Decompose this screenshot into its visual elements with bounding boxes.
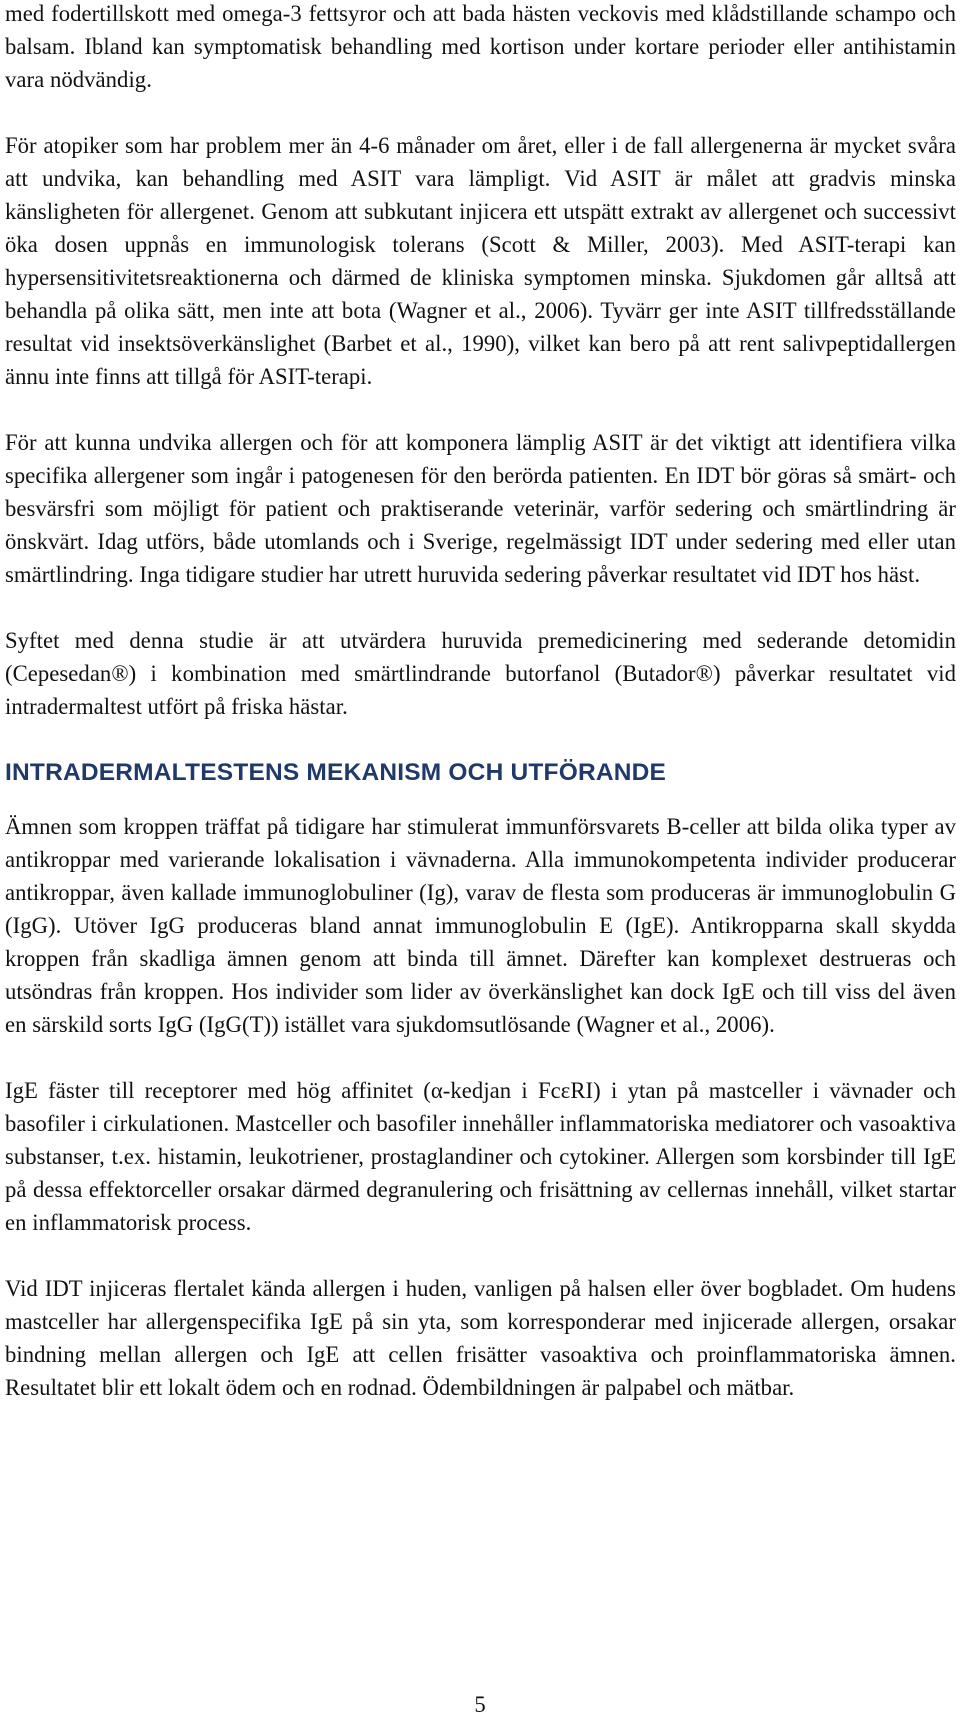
paragraph-ige-receptors: IgE fäster till receptorer med hög affinitet (α-kedjan i FcεRI) i ytan på mastceller i vävnader och basofiler i cirkulationen. Mastceller och basofiler innehåller inflammatoriska mediatorer och vasoaktiva substanser, t.ex. histamin, leukotriener, prostaglandiner och cytokiner. Allergen som korsbinder till IgE på dessa effektorceller orsakar därmed degranulering och frisättning av cellernas innehåll, vilket startar en inflammatorisk process. xyxy=(5,1078,956,1235)
paragraph-idt-sedation: För att kunna undvika allergen och för att komponera lämplig ASIT är det viktigt att identifiera vilka specifika allergener som ingår i patogenesen för den berörda patienten. En IDT bör göras så smärt- och besvärsfri som möjligt för patient och praktiserande veterinär, varför sedering och smärtlindring är önskvärt. Idag utförs, både utomlands och i Sverige, regelmässigt IDT under sedering med eller utan smärtlindring. Inga tidigare studier har utrett huruvida sedering påverkar resultatet vid IDT hos häst. xyxy=(5,430,956,587)
paragraph-idt-procedure: Vid IDT injiceras flertalet kända allergen i huden, vanligen på halsen eller över bogbladet. Om hudens mastceller har allergenspecifika IgE på sin yta, som korresponderar med injicerade allergen, orsakar bindning mellan allergen och IgE att cellen frisätter vasoaktiva och proinflammatoriska ämnen. Resultatet blir ett lokalt ödem och en rodnad. Ödembildningen är palpabel och mätbar. xyxy=(5,1276,956,1400)
paragraph-study-aim: Syftet med denna studie är att utvärdera huruvida premedicinering med sederande detomidin (Cepesedan®) i kombination med smärtlindrande butorfanol (Butador®) påverkar resultatet vid intradermaltest utfört på friska hästar. xyxy=(5,628,956,719)
paragraph-antibodies: Ämnen som kroppen träffat på tidigare har stimulerat immunförsvarets B-celler att bilda olika typer av antikroppar med varierande lokalisation i vävnaderna. Alla immunokompetenta individer producerar antikroppar, även kallade immunoglobuliner (Ig), varav de flesta som produceras är immunoglobulin G (IgG). Utöver IgG produceras bland annat immunoglobulin E (IgE). Antikropparna skall skydda kroppen från skadliga ämnen genom att binda till ämnet. Därefter kan komplexet destrueras och utsöndras från kroppen. Hos individer som lider av överkänslighet kan dock IgE och till viss del även en särskild sorts IgG (IgG(T)) istället vara sjukdomsutlösande (Wagner et al., 2006). xyxy=(5,814,956,1037)
paragraph-asit: För atopiker som har problem mer än 4-6 månader om året, eller i de fall allergenerna är mycket svåra att undvika, kan behandling med ASIT vara lämpligt. Vid ASIT är målet att gradvis minska känsligheten för allergenet. Genom att subkutant injicera ett utspätt extrakt av allergenet och successivt öka dosen uppnås en immunologisk tolerans (Scott & Miller, 2003). Med ASIT-terapi kan hypersensitivitetsreaktionerna och därmed de kliniska symptomen minska. Sjukdomen går alltså att behandla på olika sätt, men inte att bota (Wagner et al., 2006). Tyvärr ger inte ASIT tillfredsställande resultat vid insektsöverkänslighet (Barbet et al., 1990), vilket kan bero på att rent salivpeptidallergen ännu inte finns att tillgå för ASIT-terapi. xyxy=(5,133,956,389)
paragraph-treatment-intro: med fodertillskott med omega-3 fettsyror och att bada hästen veckovis med klådstillande schampo och balsam. Ibland kan symptomatisk behandling med kortison under kortare perioder eller antihistamin vara nödvändig. xyxy=(5,1,956,92)
page-number: 5 xyxy=(474,1692,486,1717)
section-heading: INTRADERMALTESTENS MEKANISM OCH UTFÖRANDE xyxy=(5,759,667,786)
document-page xyxy=(5,0,956,1437)
